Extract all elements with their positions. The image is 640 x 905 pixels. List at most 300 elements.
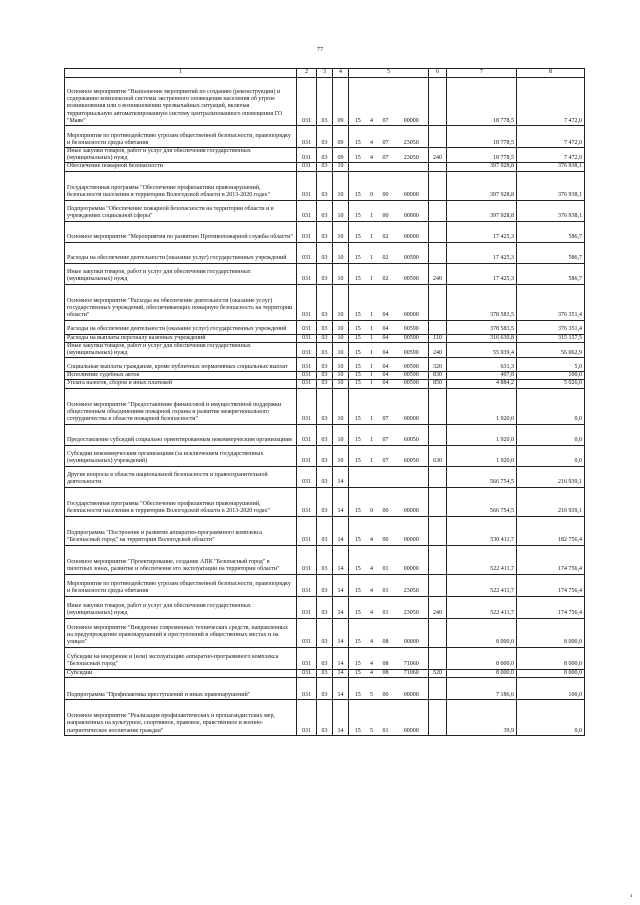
section-code: 03 (317, 445, 333, 466)
subprogram-code: 1 (367, 284, 377, 320)
program-code: 15 (349, 574, 367, 596)
direction-code: 07 (377, 424, 395, 445)
direction-code: 00 (377, 200, 395, 221)
expense-type-code (429, 545, 447, 574)
expense-type-code (429, 320, 447, 334)
program-code: 15 (349, 372, 367, 380)
direction-code: 08 (377, 618, 395, 647)
expense-direction-code: 23050 (395, 148, 429, 163)
expense-direction-code: 23050 (395, 596, 429, 618)
subprogram-code: 1 (367, 380, 377, 388)
section-code: 03 (317, 574, 333, 596)
admin-code: 031 (297, 163, 317, 171)
row-name: Предоставление субсидий социально ориентированным некоммерческим организациям (65, 424, 297, 445)
table-row (65, 677, 585, 699)
expense-type-code (429, 388, 447, 424)
expense-type-code: 630 (429, 445, 447, 466)
row-name: Уплата налогов, сборов и иных платежей (65, 380, 297, 388)
table-row (65, 516, 585, 545)
expense-direction-code: 00000 (395, 78, 429, 126)
sum-2: 7 472,0 (517, 78, 585, 126)
sum-2: 0,0 (517, 445, 585, 466)
subprogram-code: 1 (367, 424, 377, 445)
direction-code: 02 (377, 263, 395, 284)
sum-2: 5 026,0 (517, 380, 585, 388)
expense-direction-code: 00000 (395, 618, 429, 647)
sum-1: 397 928,8 (447, 200, 517, 221)
table-row (65, 320, 585, 334)
subprogram-code: 4 (367, 596, 377, 618)
expense-type-code (429, 677, 447, 699)
sum-1: 39,9 (447, 699, 517, 735)
subsection-code: 14 (333, 699, 349, 735)
sum-1: 18 778,5 (447, 148, 517, 163)
section-code: 03 (317, 545, 333, 574)
admin-code: 031 (297, 487, 317, 516)
program-code (349, 163, 367, 171)
subprogram-code: 1 (367, 445, 377, 466)
direction-code: 04 (377, 334, 395, 342)
subsection-code: 10 (333, 380, 349, 388)
section-code: 03 (317, 221, 333, 242)
subprogram-code: 4 (367, 669, 377, 677)
program-code: 15 (349, 242, 367, 263)
subprogram-code: 4 (367, 148, 377, 163)
table-row (65, 126, 585, 148)
header-cell-expense-type: 6 (429, 69, 447, 78)
subprogram-code: 1 (367, 221, 377, 242)
header-cell-section: 3 (317, 69, 333, 78)
expense-direction-code: 00590 (395, 242, 429, 263)
admin-code: 031 (297, 388, 317, 424)
section-code: 03 (317, 380, 333, 388)
program-code: 15 (349, 380, 367, 388)
admin-code: 031 (297, 78, 317, 126)
section-code: 03 (317, 284, 333, 320)
sum-1: 316 630,8 (447, 334, 517, 342)
direction-code: 04 (377, 342, 395, 357)
row-name: Основное мероприятие "Мероприятия по развитию Противопожарной службы области" (65, 221, 297, 242)
direction-code (377, 466, 395, 487)
expense-direction-code: 00000 (395, 545, 429, 574)
table-row (65, 284, 585, 320)
expense-direction-code: 00000 (395, 221, 429, 242)
row-name: Иные закупки товаров, работ и услуг для обеспечения государственных (муниципальных) нужд (65, 263, 297, 284)
direction-code: 08 (377, 647, 395, 669)
subprogram-code: 1 (367, 242, 377, 263)
subsection-code: 14 (333, 647, 349, 669)
admin-code: 031 (297, 126, 317, 148)
table-row (65, 699, 585, 735)
sum-1: 522 411,7 (447, 574, 517, 596)
subsection-code: 14 (333, 516, 349, 545)
program-code: 15 (349, 358, 367, 372)
direction-code: 04 (377, 284, 395, 320)
admin-code: 031 (297, 221, 317, 242)
subsection-code: 10 (333, 358, 349, 372)
row-name: Другие вопросы в области национальной безопасности и правоохранительной деятельности (65, 466, 297, 487)
header-cell-target-article: 5 (349, 69, 429, 78)
sum-1: 566 754,5 (447, 466, 517, 487)
header-cell-sum-2: 8 (517, 69, 585, 78)
sum-1: 530 411,7 (447, 516, 517, 545)
sum-2: 0,0 (517, 699, 585, 735)
subsection-code: 09 (333, 78, 349, 126)
row-name: Основное мероприятие "Проектирование, создание АПК "Безопасный город" в пилотных зонах, развитие и обеспечение его эксплуатации на территории области" (65, 545, 297, 574)
direction-code: 02 (377, 242, 395, 263)
expense-type-code (429, 163, 447, 171)
subprogram-code: 1 (367, 320, 377, 334)
section-code: 03 (317, 334, 333, 342)
subsection-code: 10 (333, 424, 349, 445)
row-name: Расходы на обеспечение деятельности (оказание услуг) государственных учреждений (65, 320, 297, 334)
row-name: Основное мероприятие "Выполнение мероприятий по созданию (реконструкции) и содержанию комплексной системы экстренного оповещения населения об угрозе возникновения или о возникновении чрезвычайных ситуаций, включая территориальную автоматизированную систему централизованного оповещения ГО "Маяк" (65, 78, 297, 126)
sum-2: 216 939,1 (517, 487, 585, 516)
admin-code: 031 (297, 596, 317, 618)
sum-1: 1 920,0 (447, 445, 517, 466)
expense-direction-code: 00000 (395, 516, 429, 545)
sum-1: 397 928,8 (447, 163, 517, 171)
sum-2: 7 472,0 (517, 126, 585, 148)
row-name: Субсидии на внедрение и (или) эксплуатацию аппаратно-программного комплекса "Безопасный город" (65, 647, 297, 669)
row-name: Обеспечение пожарной безопасности (65, 163, 297, 171)
admin-code: 031 (297, 574, 317, 596)
sum-2: 216 939,1 (517, 466, 585, 487)
subsection-code: 14 (333, 466, 349, 487)
subsection-code: 10 (333, 334, 349, 342)
sum-1: 55 939,4 (447, 342, 517, 357)
sum-2: 0,0 (517, 388, 585, 424)
expense-direction-code: 60050 (395, 445, 429, 466)
admin-code: 031 (297, 242, 317, 263)
subprogram-code: 0 (367, 171, 377, 200)
program-code: 15 (349, 424, 367, 445)
subprogram-code: 1 (367, 342, 377, 357)
subsection-code: 10 (333, 171, 349, 200)
sum-1: 8 000,0 (447, 669, 517, 677)
sum-2: 8 000,0 (517, 669, 585, 677)
table-row (65, 487, 585, 516)
section-code: 03 (317, 669, 333, 677)
expense-direction-code: 23050 (395, 126, 429, 148)
table-row (65, 388, 585, 424)
sum-2: 586,7 (517, 263, 585, 284)
program-code: 15 (349, 171, 367, 200)
sum-1: 378 583,5 (447, 284, 517, 320)
program-code: 15 (349, 126, 367, 148)
direction-code: 01 (377, 699, 395, 735)
sum-1: 1 920,0 (447, 388, 517, 424)
expense-direction-code: 71060 (395, 669, 429, 677)
section-code: 03 (317, 171, 333, 200)
subprogram-code: 4 (367, 126, 377, 148)
sum-1: 8 000,0 (447, 647, 517, 669)
subsection-code: 10 (333, 200, 349, 221)
direction-code: 07 (377, 148, 395, 163)
table-row (65, 669, 585, 677)
table-row (65, 342, 585, 357)
row-name: Субсидии (65, 669, 297, 677)
expense-direction-code: 60050 (395, 424, 429, 445)
admin-code: 031 (297, 320, 317, 334)
direction-code: 04 (377, 372, 395, 380)
table-row (65, 221, 585, 242)
header-row (65, 69, 585, 78)
page-number: 77 (316, 46, 324, 53)
expense-direction-code: 00590 (395, 320, 429, 334)
expense-type-code (429, 424, 447, 445)
row-name: Государственная программа "Обеспечение профилактики правонарушений, безопасности населения и территории Вологодской области в 2013-2020 годах" (65, 487, 297, 516)
expense-type-code: 830 (429, 372, 447, 380)
section-code: 03 (317, 242, 333, 263)
program-code: 15 (349, 320, 367, 334)
expense-type-code (429, 516, 447, 545)
sum-2: 376 351,4 (517, 284, 585, 320)
expense-direction-code: 23050 (395, 574, 429, 596)
section-code: 03 (317, 358, 333, 372)
section-code: 03 (317, 618, 333, 647)
sum-2: 8 000,0 (517, 647, 585, 669)
table-row (65, 618, 585, 647)
sum-1: 1 920,0 (447, 424, 517, 445)
sum-2: 8 000,0 (517, 618, 585, 647)
sum-2: 174 756,4 (517, 545, 585, 574)
direction-code: 00 (377, 677, 395, 699)
expense-direction-code (395, 466, 429, 487)
row-name: Субсидии некоммерческим организациям (за исключением государственных (муниципальных) учреждений) (65, 445, 297, 466)
sum-1: 18 778,5 (447, 78, 517, 126)
section-code: 03 (317, 342, 333, 357)
subsection-code: 10 (333, 445, 349, 466)
subsection-code: 10 (333, 372, 349, 380)
admin-code: 031 (297, 424, 317, 445)
row-name: Основное мероприятие "Реализация профилактических и пропагандистских мер, направленных на культурное, спортивное, правовое, нравственное и военно-патриотическое воспитание граждан" (65, 699, 297, 735)
admin-code: 031 (297, 677, 317, 699)
row-name: Основное мероприятие "Расходы на обеспечение деятельности (оказание услуг) государственных учреждений, обеспечивающих пожарную безопасность на территории области" (65, 284, 297, 320)
table-row (65, 574, 585, 596)
header-cell-sum-1: 7 (447, 69, 517, 78)
direction-code: 00 (377, 487, 395, 516)
table-row (65, 647, 585, 669)
header-cell-name: 1 (65, 69, 297, 78)
subsection-code: 14 (333, 487, 349, 516)
direction-code: 00 (377, 171, 395, 200)
direction-code: 04 (377, 358, 395, 372)
sum-1: 4 884,2 (447, 380, 517, 388)
table-row (65, 358, 585, 372)
expense-direction-code: 00590 (395, 358, 429, 372)
expense-direction-code: 00000 (395, 487, 429, 516)
expense-type-code (429, 487, 447, 516)
sum-1: 17 425,3 (447, 242, 517, 263)
sum-1: 7 186,6 (447, 677, 517, 699)
expense-type-code (429, 221, 447, 242)
row-name: Подпрограмма "Построение и развитие аппаратно-программного комплекса "Безопасный город" на территории Вологодской области" (65, 516, 297, 545)
program-code: 15 (349, 445, 367, 466)
expense-type-code: 850 (429, 380, 447, 388)
program-code: 15 (349, 148, 367, 163)
expense-direction-code (395, 163, 429, 171)
admin-code: 031 (297, 466, 317, 487)
direction-code: 01 (377, 596, 395, 618)
row-name: Иные закупки товаров, работ и услуг для обеспечения государственных (муниципальных) нужд (65, 596, 297, 618)
expense-type-code: 110 (429, 334, 447, 342)
expense-type-code: 240 (429, 263, 447, 284)
subsection-code: 09 (333, 148, 349, 163)
subsection-code: 10 (333, 163, 349, 171)
header-cell-admin: 2 (297, 69, 317, 78)
expense-direction-code: 00000 (395, 284, 429, 320)
expense-direction-code: 00590 (395, 380, 429, 388)
section-code: 03 (317, 148, 333, 163)
table-row (65, 334, 585, 342)
subsection-code: 09 (333, 126, 349, 148)
subprogram-code: 1 (367, 358, 377, 372)
expense-type-code (429, 466, 447, 487)
admin-code: 031 (297, 334, 317, 342)
sum-1: 17 425,3 (447, 263, 517, 284)
row-name: Основное мероприятие "Внедрение современных технических средств, направленных на предупреждение правонарушений и преступлений в общественных местах и на улицах" (65, 618, 297, 647)
table-row (65, 163, 585, 171)
section-code: 03 (317, 466, 333, 487)
sum-1: 397 928,8 (447, 171, 517, 200)
direction-code: 07 (377, 445, 395, 466)
program-code: 15 (349, 388, 367, 424)
subsection-code: 10 (333, 221, 349, 242)
expense-type-code: 240 (429, 596, 447, 618)
budget-table (64, 68, 585, 736)
sum-2: 5,0 (517, 358, 585, 372)
section-code: 03 (317, 372, 333, 380)
program-code (349, 466, 367, 487)
section-code: 03 (317, 487, 333, 516)
program-code: 15 (349, 342, 367, 357)
sum-2: 100,0 (517, 372, 585, 380)
sum-2: 376 938,1 (517, 200, 585, 221)
program-code: 15 (349, 516, 367, 545)
program-code: 15 (349, 596, 367, 618)
sum-1: 17 425,3 (447, 221, 517, 242)
subprogram-code: 4 (367, 545, 377, 574)
section-code: 03 (317, 516, 333, 545)
sum-1: 18 778,5 (447, 126, 517, 148)
expense-type-code: 240 (429, 342, 447, 357)
expense-direction-code: 00590 (395, 372, 429, 380)
direction-code: 02 (377, 221, 395, 242)
expense-type-code (429, 242, 447, 263)
expense-type-code: 240 (429, 148, 447, 163)
expense-direction-code: 00000 (395, 171, 429, 200)
program-code: 15 (349, 677, 367, 699)
expense-direction-code: 00000 (395, 200, 429, 221)
program-code: 15 (349, 284, 367, 320)
direction-code: 00 (377, 516, 395, 545)
expense-direction-code: 00590 (395, 342, 429, 357)
table-row (65, 380, 585, 388)
direction-code: 07 (377, 388, 395, 424)
direction-code: 01 (377, 545, 395, 574)
expense-type-code (429, 284, 447, 320)
subsection-code: 14 (333, 596, 349, 618)
subsection-code: 14 (333, 677, 349, 699)
subprogram-code: 1 (367, 388, 377, 424)
admin-code: 031 (297, 516, 317, 545)
table-row (65, 148, 585, 163)
expense-direction-code: 00000 (395, 388, 429, 424)
section-code: 03 (317, 263, 333, 284)
sum-2: 586,7 (517, 221, 585, 242)
program-code: 15 (349, 200, 367, 221)
sum-1: 8 000,0 (447, 618, 517, 647)
table-row (65, 200, 585, 221)
direction-code: 07 (377, 78, 395, 126)
subsection-code: 10 (333, 242, 349, 263)
expense-direction-code: 71060 (395, 647, 429, 669)
table-row (65, 545, 585, 574)
sum-2: 174 756,4 (517, 596, 585, 618)
row-name: Мероприятия по противодействию угрозам общественной безопасности, правопорядку и безопасности среды обитания (65, 126, 297, 148)
subprogram-code: 1 (367, 334, 377, 342)
admin-code: 031 (297, 445, 317, 466)
row-name: Иные закупки товаров, работ и услуг для обеспечения государственных (муниципальных) нужд (65, 342, 297, 357)
subprogram-code: 0 (367, 487, 377, 516)
expense-direction-code: 00590 (395, 263, 429, 284)
table-row (65, 171, 585, 200)
table-row (65, 466, 585, 487)
sum-2: 376 351,4 (517, 320, 585, 334)
program-code: 15 (349, 221, 367, 242)
section-code: 03 (317, 388, 333, 424)
sum-1: 522 411,7 (447, 545, 517, 574)
table-row (65, 242, 585, 263)
expense-type-code (429, 171, 447, 200)
subprogram-code: 4 (367, 78, 377, 126)
expense-type-code (429, 647, 447, 669)
row-name: Расходы на обеспечение деятельности (оказание услуг) государственных учреждений (65, 242, 297, 263)
subprogram-code (367, 163, 377, 171)
program-code: 15 (349, 263, 367, 284)
corner-mark: ı (630, 893, 632, 899)
admin-code: 031 (297, 148, 317, 163)
subsection-code: 14 (333, 669, 349, 677)
subsection-code: 14 (333, 618, 349, 647)
expense-type-code (429, 618, 447, 647)
expense-type-code (429, 126, 447, 148)
sum-1: 378 583,5 (447, 320, 517, 334)
expense-direction-code: 00000 (395, 677, 429, 699)
subprogram-code: 4 (367, 647, 377, 669)
row-name: Подпрограмма "Обеспечение пожарной безопасности на территории области и в учреждениях социальной сферы" (65, 200, 297, 221)
program-code: 15 (349, 78, 367, 126)
program-code: 15 (349, 699, 367, 735)
admin-code: 031 (297, 545, 317, 574)
sum-1: 522 411,7 (447, 596, 517, 618)
subprogram-code: 5 (367, 699, 377, 735)
subprogram-code: 1 (367, 372, 377, 380)
sum-2: 7 472,0 (517, 148, 585, 163)
sum-1: 631,3 (447, 358, 517, 372)
row-name: Иные закупки товаров, работ и услуг для обеспечения государственных (муниципальных) нужд (65, 148, 297, 163)
subprogram-code: 5 (367, 677, 377, 699)
section-code: 03 (317, 200, 333, 221)
section-code: 03 (317, 126, 333, 148)
program-code: 15 (349, 647, 367, 669)
program-code: 15 (349, 334, 367, 342)
sum-2: 56 062,9 (517, 342, 585, 357)
expense-type-code: 320 (429, 358, 447, 372)
subsection-code: 10 (333, 263, 349, 284)
row-name: Социальные выплаты гражданам, кроме публичных нормативных социальных выплат (65, 358, 297, 372)
